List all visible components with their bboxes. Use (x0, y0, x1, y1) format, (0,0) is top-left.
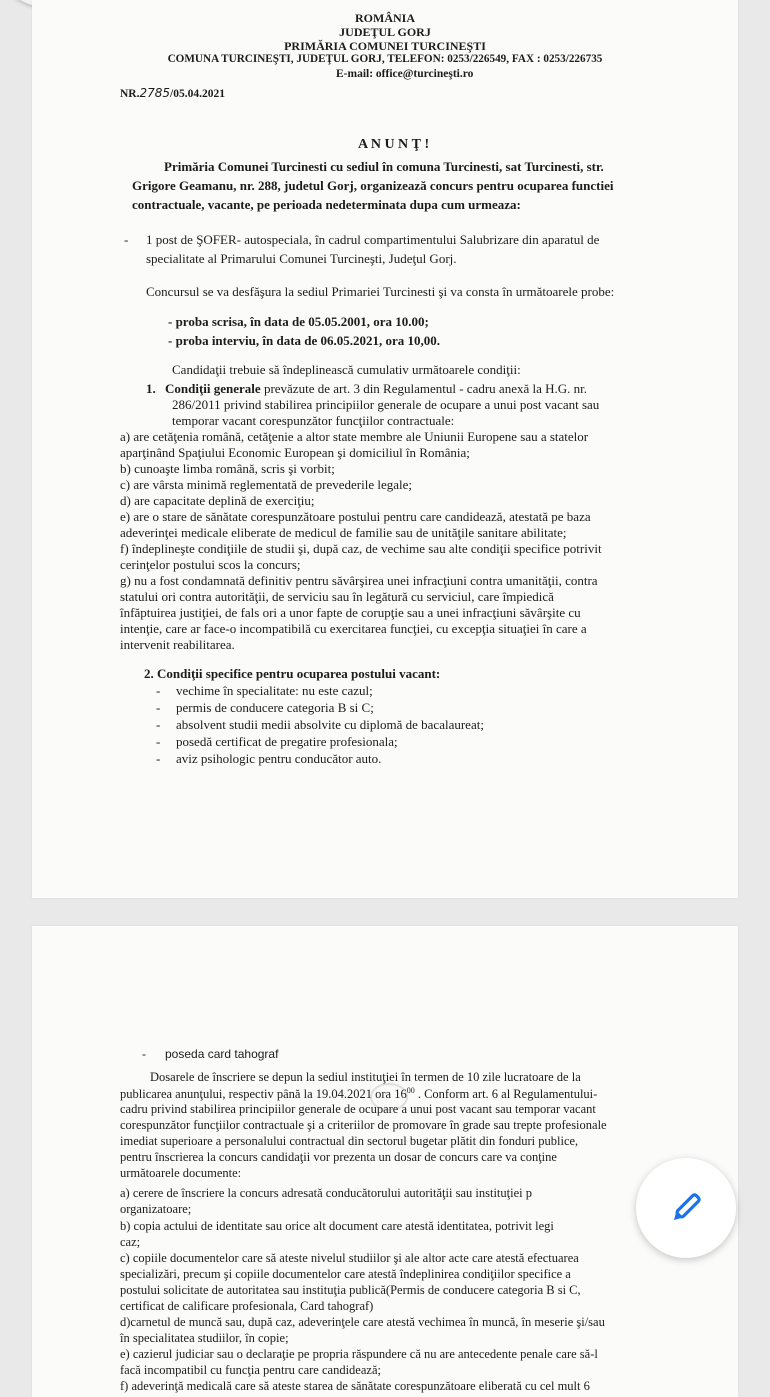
specific-item-3: absolvent studii medii absolvite cu diplomă de bacalaureat; (176, 717, 484, 732)
doc-c-1: c) copiile documentelor care să ateste nivelul studiilor şi ale altor acte care atestă efectuarea (120, 1251, 579, 1265)
dossier-line-5: imediat superioare a personalului contractual din sectorul bugetar plătit din fonduri publice, (120, 1134, 579, 1148)
intro-line-1: Primăria Comunei Turcinesti cu sediul în comuna Turcinesti, sat Turcinesti, str. (164, 159, 604, 174)
doc-a-2: organizatoare; (120, 1202, 192, 1216)
post-bullet: - (124, 232, 129, 247)
doc-b-2: caz; (120, 1235, 141, 1249)
header-office: PRIMĂRIA COMUNEI TURCINEŞTI (284, 39, 486, 53)
doc-d-1: d)carnetul de muncă sau, după caz, adeverinţele care atestă vechimea în muncă, în meserie şi/sau (120, 1315, 605, 1329)
test-written: - proba scrisa, în data de 05.05.2001, ora 10.00; (168, 314, 429, 329)
specific-item-1: vechime în specialitate: nu este cazul; (176, 683, 373, 698)
deadline-hour-sup: 00 (406, 1086, 415, 1095)
cond-b: b) cunoaşte limba română, scris şi vorbit; (120, 461, 335, 476)
conditions-intro: Candidaţii trebuie să îndeplinească cumulativ următoarele condiţii: (172, 362, 521, 377)
cond-g-3: înfăptuirea justiţiei, de fals ori a unor fapte de corupţie sau a unei infracţiuni săvârşite cu (120, 605, 581, 620)
tachograph-bullet: - (142, 1047, 146, 1061)
cond-d: d) are capacitate deplină de exerciţiu; (120, 493, 315, 508)
dossier-line-7: următoarele documente: (120, 1166, 242, 1180)
doc-b-1: b) copia actului de identitate sau orice alt document care atestă identitatea, potrivit legi (120, 1219, 554, 1233)
cond-c: c) are vârsta minimă reglementată de prevederile legale; (120, 477, 412, 492)
dossier-line-2 (120, 1086, 597, 1102)
specific-bullet-1: - (156, 683, 161, 698)
specific-item-2: permis de conducere categoria B si C; (176, 700, 374, 715)
general-text-3: temporar vacant corespunzător funcţiilor contractuale: (172, 413, 455, 428)
reg-prefix: NR. (120, 88, 140, 100)
cond-g-2: statului ori contra autorităţii, de serviciu sau în legătură cu serviciul, care împiedică (120, 589, 554, 604)
document-page-2 (32, 926, 738, 1397)
intro-line-3: contractuale, vacante, pe perioada nedeterminata dupa cum urmeaza: (132, 197, 521, 212)
specific-bullet-3: - (156, 717, 161, 732)
dossier-line-2-text: publicarea anunţului, respectiv până la 19.04.2021 ora 16 (120, 1087, 407, 1102)
cond-a-1: a) are cetăţenia română, cetăţenie a altor state membre ale Uniunii Europene sau a statelor (120, 429, 589, 444)
general-text-1: prevăzute de art. 3 din Regulamentul - cadru anexă la H.G. nr. (260, 381, 588, 396)
post-line-1: 1 post de ŞOFER- autospeciala, în cadrul compartimentului Salubrizare din aparatul de (146, 232, 600, 247)
cond-f-2: cerinţelor postului scos la concurs; (120, 557, 301, 572)
doc-c-3: postului solicitate de autoritatea sau instituţia publică(Permis de conducere categoria B si C, (120, 1283, 581, 1297)
header-county: JUDEŢUL GORJ (339, 25, 431, 39)
dossier-line-4: corespunzător funcţiilor contractuale şi a criteriilor de promovare în grade sau trepte profesionale (120, 1118, 607, 1132)
cond-e-1: e) are o stare de sănătate corespunzătoare postului pentru care candidează, atestată pe baza (120, 509, 591, 524)
dossier-line-6: pentru înscrierea la concurs candidaţii vor prezenta un dosar de concurs care va conţine (120, 1150, 557, 1164)
watermark-icon (370, 1083, 408, 1111)
dossier-line-1: Dosarele de înscriere se depun la sediul instituţiei în termen de 10 zile lucratoare de la (150, 1070, 581, 1084)
location-text: Concursul se va desfăşura la sediul Primariei Turcinesti şi va consta în următoarele probe: (146, 284, 615, 299)
header-email: E-mail: office@turcineşti.ro (336, 68, 474, 80)
doc-f-1: f) adeverinţă medicală care să ateste starea de sănătate corespunzătoare eliberată cu cel mult 6 (120, 1379, 590, 1393)
general-num: 1. (146, 381, 156, 396)
specific-bullet-5: - (156, 751, 161, 766)
cond-g-5: intervenit reabilitarea. (120, 637, 235, 652)
dossier-line-2-tail: . Conform art. 6 al Regulamentului- (414, 1087, 598, 1102)
page-title: A N U N Ţ ! (358, 137, 430, 152)
reg-date: /05.04.2021 (170, 88, 225, 100)
doc-a-1: a) cerere de înscriere la concurs adresată conducătorului autorităţii sau instituţiei p (120, 1186, 532, 1200)
cond-a-2: aparţinând Spaţiului Economic European şi domiciliul în România; (120, 445, 470, 460)
test-interview: - proba interviu, în data de 06.05.2021, ora 10,00. (168, 333, 441, 348)
tachograph-item: poseda card tahograf (165, 1047, 279, 1061)
specific-bullet-4: - (156, 734, 161, 749)
general-title: Condiţii generale (165, 381, 261, 396)
specific-item-5: aviz psihologic pentru conducător auto. (176, 751, 382, 766)
doc-e-2: facă incompatibil cu funcţia pentru care candidează; (120, 1363, 381, 1377)
doc-c-2: specializări, precum şi copiile documentelor care atestă îndeplinirea condiţiilor specifice a (120, 1267, 571, 1281)
header-country: ROMÂNIA (355, 11, 415, 25)
general-conditions-heading (146, 381, 587, 397)
edit-fab-button[interactable] (636, 1158, 736, 1258)
reg-number: 2785 (139, 86, 171, 100)
cond-g-4: intenţie, care ar face-o incompatibilă cu exercitarea funcţiei, cu excepţia situaţiei în care a (120, 621, 587, 636)
specific-conditions-heading: 2. Condiţii specifice pentru ocuparea postului vacant: (144, 666, 441, 681)
post-line-2: specialitate al Primarului Comunei Turcineşti, Judeţul Gorj. (146, 251, 457, 266)
specific-item-4: posedă certificat de pregatire profesionala; (176, 734, 398, 749)
pencil-edit-icon (666, 1188, 706, 1228)
general-text-2: 286/2011 privind stabilirea principiilor generale de ocupare a unui post vacant sau (172, 397, 600, 412)
cond-g-1: g) nu a fost condamnată definitiv pentru săvârşirea unei infracţiuni contra umanităţii, contra (120, 573, 598, 588)
document-page-1 (32, 0, 738, 898)
cond-f-1: f) îndeplineşte condiţiile de studii şi, după caz, de vechime sau alte condiţii specifice potrivit (120, 541, 602, 556)
dossier-line-3: cadru privind stabilirea principiilor generale de ocupare a unui post vacant sau temporar vacant (120, 1102, 596, 1116)
doc-e-1: e) cazierul judiciar sau o declaraţie pe propria răspundere că nu are antecedente penale care să-l (120, 1347, 598, 1361)
doc-d-2: în specialitatea studiilor, în copie; (120, 1331, 289, 1345)
registration-number (120, 86, 225, 100)
intro-line-2: Grigore Geamanu, nr. 288, judetul Gorj, organizează concurs pentru ocuparea functiei (132, 178, 614, 193)
doc-c-4: certificat de calificare profesionala, Card tahograf) (120, 1299, 374, 1313)
header-contact: COMUNA TURCINEŞTI, JUDEŢUL GORJ, TELEFON: 0253/226549, FAX : 0253/226735 (167, 53, 603, 65)
specific-bullet-2: - (156, 700, 161, 715)
cond-e-2: adeverinţei medicale eliberate de medicul de familie sau de unităţile sanitare abilitate; (120, 525, 567, 540)
